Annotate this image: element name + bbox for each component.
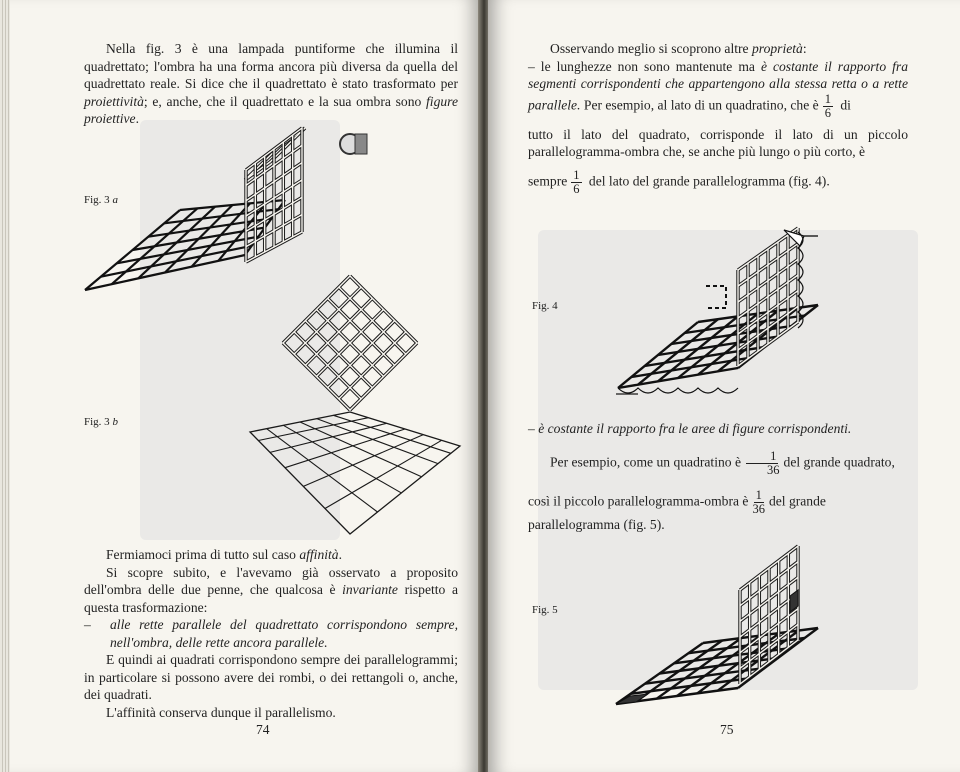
grid-line	[285, 429, 405, 468]
term-figure-proiettive: figure proiettive	[84, 93, 458, 126]
right-page	[488, 0, 960, 772]
text-run: .	[135, 111, 139, 126]
text-run: Nella fig. 3 è una lampada puntiforme che illumina il quadrettato; l'ombra ha una forma ancora più diversa da quella del quadrettato reale. Si dice che il quadrettato è stato trasformato per	[84, 41, 458, 91]
term-rapporto-costante: è costante il rapporto fra segmenti corrispondenti che appartengono alla stessa retta o a rette parallele.	[528, 58, 908, 113]
page-number-right: 75	[720, 722, 734, 737]
fraction-one-thirtysixth-2: $\frac{1}{36}$	[752, 487, 765, 516]
fraction-one-sixth-2: $\frac{1}{6}$	[573, 167, 580, 196]
right-paragraph-2: tutto il lato del quadrato, corrisponde il lato di un piccolo parallelogramma-ombra che, se anche più lungo o più corto, è	[528, 126, 908, 159]
fig-3b-caption: Fig. 3 b	[84, 416, 118, 428]
shaded-cell	[616, 694, 648, 704]
term-invariante: invariante	[342, 582, 398, 597]
left-paragraph-4: E quindi ai quadrati corrispondono sempre dei parallelogrammi; in particolare si possono avere dei rombi, o dei rettangoli o, anche, dei quadrati.	[84, 652, 458, 702]
term-proiettivita: proiettività	[84, 93, 144, 109]
shadow-outline	[250, 412, 460, 534]
fig-4-caption: Fig. 4	[532, 300, 558, 312]
right-paragraph-1: Osservando meglio si scoprono altre proprietà: – le lunghezze non sono mantenute ma è costante il rapporto fra segmenti corrispondenti che appartengono alla stessa retta o a rette parallele. Per esempio, al lato di un quadratino, che è $\frac{1}{6}$ di tutto il lato del quadrato, corrisponde il lato di un piccolo parallelogramma-ombra che, se anche più lungo o più corto, è sempre $\frac{1}{6}$ del lato del grande parallelogramma (fig. 4).	[528, 41, 908, 196]
term-affinita: affinità	[299, 547, 339, 562]
figure-3b-projective-grid	[0, 0, 480, 560]
fig-5-caption: Fig. 5	[532, 604, 558, 616]
left-paragraph-2: Fermiamoci prima di tutto sul caso affinità. Si scopre subito, e l'avevamo già osservato a proposito dell'ombra delle due penne, che qualcosa è invariante rispetto a questa trasformazione: – alle rette parallele del quadrettato corrispondono sempre, nell'ombra, delle rette ancora parallele. E quindi ai quadrati corrispondono sempre dei parallelogrammi; in particolare si possono avere dei rombi, o dei rettangoli o, anche, dei quadrati. L'affinità conserva dunque il parallelismo.	[84, 547, 458, 720]
right-paragraph-3: – è costante il rapporto fra le aree di figure corrispondenti. Per esempio, come un quadratino è $\frac{1}{36}$ del grande quadrato, così il piccolo parallelogramma-ombra è $\frac{1}{36}$ del grande parallelogramma (fig. 5).	[528, 421, 895, 532]
figure-5-grid-shadow	[488, 0, 960, 720]
fig-3a-caption: Fig. 3 a	[84, 194, 118, 206]
term-proprieta: proprietà	[751, 41, 803, 56]
fraction-one-sixth: $\frac{1}{6}$	[824, 91, 831, 120]
left-bullet: – alle rette parallele del quadrettato corrispondono sempre, nell'ombra, delle rette ancora parallele.	[84, 617, 458, 650]
fraction-one-thirtysixth: $\frac{1}{36}$	[745, 450, 780, 477]
right-bullet-2: – è costante il rapporto fra le aree di figure corrispondenti.	[528, 421, 852, 436]
left-paragraph-5: L'affinità conserva dunque il parallelismo.	[106, 704, 336, 720]
text-run: ; e, anche, che il quadrettato e la sua ombra sono	[143, 93, 427, 109]
page-number-left: 74	[256, 722, 270, 737]
